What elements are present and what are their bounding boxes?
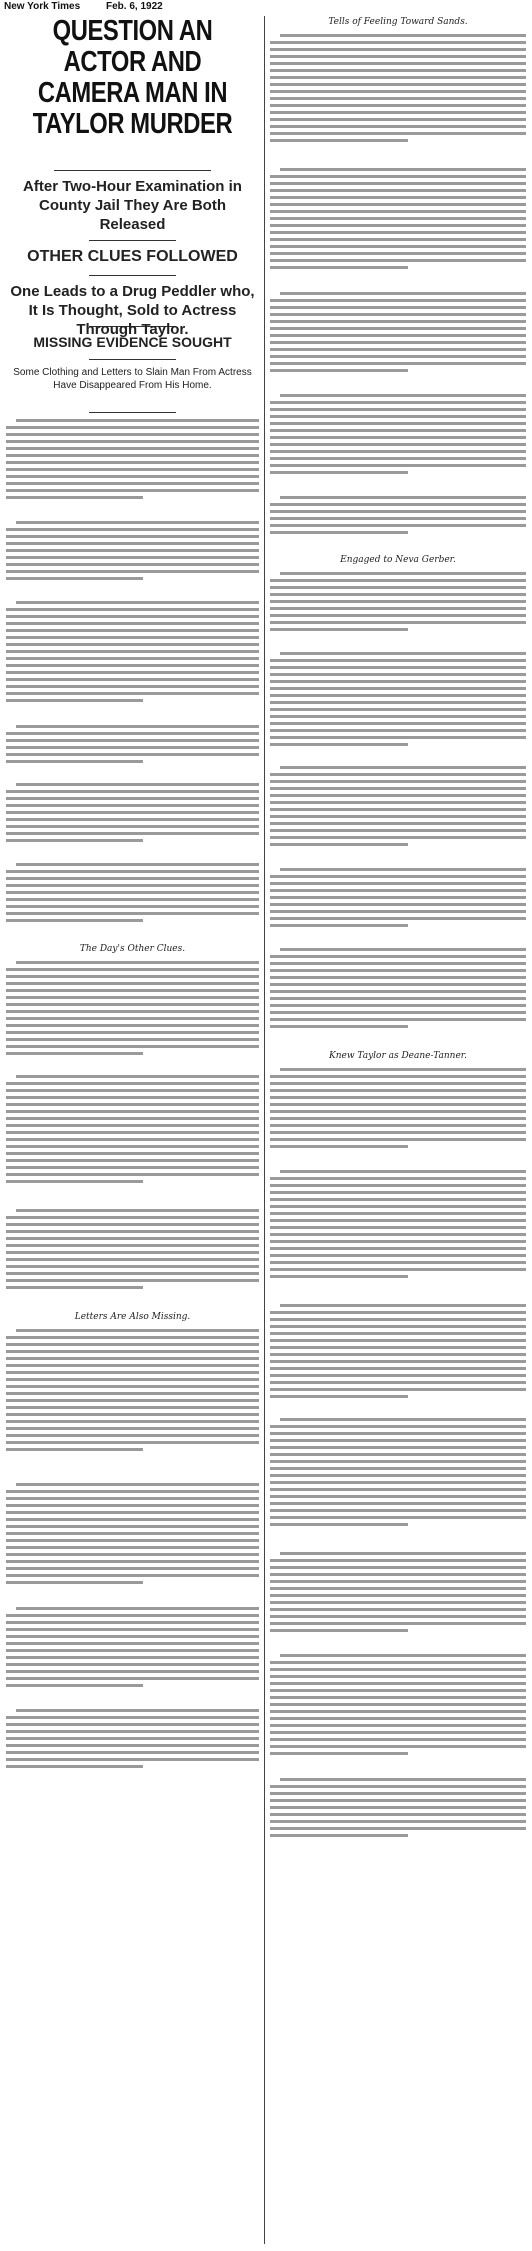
paragraph xyxy=(270,1068,526,1166)
subhead-engaged-to-neva-gerber: Engaged to Neva Gerber. xyxy=(340,555,456,565)
paragraph xyxy=(6,961,259,1071)
deck-released: After Two-Hour Examination in County Jail They Are Both Released xyxy=(23,178,242,233)
paragraph xyxy=(270,1778,526,1854)
deck-missing-evidence: MISSING EVIDENCE SOUGHT xyxy=(33,334,232,350)
paragraph xyxy=(270,1418,526,1548)
paragraph xyxy=(6,1709,259,1785)
paragraph xyxy=(6,1483,259,1603)
paragraph xyxy=(270,1304,526,1414)
paragraph xyxy=(270,1552,526,1650)
subhead-days-other-clues: The Day's Other Clues. xyxy=(79,944,186,954)
subhead-feeling-toward-sands: Tells of Feeling Toward Sands. xyxy=(328,17,468,27)
article-body-right xyxy=(270,16,526,1854)
paragraph xyxy=(270,766,526,864)
paragraph xyxy=(270,394,526,492)
paragraph xyxy=(6,725,259,779)
paragraph xyxy=(6,1329,259,1479)
paragraph xyxy=(270,34,526,164)
divider xyxy=(54,170,211,171)
deck-other-clues: OTHER CLUES FOLLOWED xyxy=(27,248,238,265)
paragraph xyxy=(6,863,259,939)
divider xyxy=(89,412,175,413)
masthead-paper: New York Times xyxy=(4,1,81,12)
paragraph xyxy=(270,168,526,288)
column-right xyxy=(270,16,526,2244)
divider xyxy=(89,275,175,276)
column-divider xyxy=(264,16,265,2244)
column-left xyxy=(6,16,259,2244)
article-body-left xyxy=(6,419,259,1785)
headline: QUESTION AN ACTOR AND CAMERA MAN IN TAYLOR MURDER xyxy=(32,15,233,140)
paragraph xyxy=(270,496,526,550)
masthead xyxy=(4,1,526,15)
subhead-letters-missing: Letters Are Also Missing. xyxy=(74,1312,191,1322)
paragraph xyxy=(270,868,526,944)
paragraph xyxy=(270,1170,526,1300)
paragraph xyxy=(270,652,526,762)
paragraph xyxy=(6,419,259,517)
deck-clothing-letters: Some Clothing and Letters to Slain Man From Actress Have Disappeared From His Home. xyxy=(13,367,252,391)
paragraph xyxy=(6,601,259,721)
divider xyxy=(89,240,175,241)
paragraph xyxy=(6,1209,259,1307)
subhead-knew-taylor-as-deane-tanner: Knew Taylor as Deane-Tanner. xyxy=(329,1051,467,1061)
paragraph xyxy=(270,292,526,390)
paragraph-juneau-dateline xyxy=(270,948,526,1046)
divider xyxy=(89,359,175,360)
deck-drug-peddler: One Leads to a Drug Peddler who, It Is Thought, Sold to Actress Through Taylor. xyxy=(10,283,255,338)
paragraph xyxy=(6,783,259,859)
paragraph xyxy=(6,1075,259,1205)
paragraph xyxy=(6,1607,259,1705)
paragraph xyxy=(6,521,259,597)
paragraph xyxy=(270,572,526,648)
paragraph xyxy=(270,1654,526,1774)
masthead-date: Feb. 6, 1922 xyxy=(106,1,163,12)
